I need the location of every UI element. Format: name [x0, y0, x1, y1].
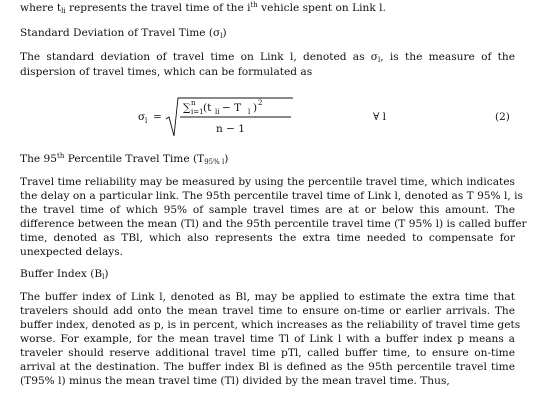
eq-denominator: n − 1 [216, 123, 245, 135]
paragraph-line: worse. For example, for the mean travel time Tl of Link l with a buffer index p means a [20, 333, 515, 345]
eq-num-sq: 2 [258, 99, 263, 107]
text-run: The 95 [20, 153, 58, 165]
eq-number: (2) [495, 111, 510, 123]
text-run: represents the travel time of the i [65, 2, 251, 14]
paragraph-line: arrival at the destination. The buffer index Bl is defined as the 95th percentile travel time [20, 361, 515, 373]
text-run: ) [222, 27, 227, 39]
paragraph-line [20, 51, 515, 64]
text-run: vehicle spent on Link l. [257, 2, 386, 14]
eq-sum: ∑ [183, 102, 191, 114]
paragraph-line: buffer index, denoted as p, is in percent, which increases as the reliability of travel time gets [20, 319, 521, 331]
heading-95th-percentile [20, 153, 515, 166]
text-run: Standard Deviation of Travel Time (σ [20, 27, 221, 39]
eq-num-end: ) [253, 102, 258, 114]
superscript: th [250, 1, 258, 9]
paragraph-line: travelers should add onto the mean travel time to ensure on-time or earlier arrivals. The [20, 305, 515, 317]
heading-standard-deviation [20, 27, 515, 40]
paragraph-line: traveler should reserve additional travel time pTl, called buffer time, to ensure on-time [20, 347, 515, 359]
text-run: ) [224, 153, 229, 165]
equation-2 [0, 92, 535, 140]
eq-sum-sup: n [191, 99, 196, 107]
paragraph-line: the travel time of which 95% of sample travel times are at or below this amount. The [20, 204, 515, 216]
text-run: ) [104, 268, 109, 280]
text-run: The standard deviation of travel time on Link l, denoted as σ [20, 51, 379, 63]
subscript: l [102, 273, 105, 281]
subscript: l [220, 32, 223, 40]
text-run: Percentile Travel Time (T [64, 153, 205, 165]
subscript: l [378, 56, 381, 64]
paragraph-line: dispersion of travel times, which can be formulated as [20, 66, 313, 78]
eq-num-sub1: li [215, 108, 220, 116]
text-run: , is the measure of the [380, 51, 515, 63]
paragraph-line: Travel time reliability may be measured by using the percentile travel time, which indicates [20, 176, 515, 188]
paragraph-line: the delay on a particular link. The 95th percentile travel time of Link l, denoted as T 95% l, is [20, 190, 523, 202]
text-run: Buffer Index (B [20, 268, 103, 280]
equation-graphic [0, 92, 535, 140]
intro-line [20, 2, 515, 15]
paragraph-line: (T95% l) minus the mean travel time (Tl) divided by the mean travel time. Thus, [20, 375, 450, 387]
paragraph-line: The buffer index of Link l, denoted as Bl, may be applied to estimate the extra time that [20, 291, 515, 303]
eq-num-minus: − T [222, 102, 242, 114]
eq-num-expr: (t [203, 102, 212, 114]
paragraph-line: difference between the mean (Tl) and the 95th percentile travel time (T 95% l) is called buffer [20, 218, 527, 230]
paragraph-line: unexpected delays. [20, 246, 124, 258]
superscript: th [57, 152, 65, 160]
subscript: 95% l [204, 158, 225, 166]
subscript: li [61, 7, 66, 15]
heading-buffer-index [20, 268, 515, 281]
paragraph-line: time, denoted as TBl, which also represents the extra time needed to compensate for [20, 232, 515, 244]
eq-equals: = [153, 111, 162, 123]
eq-lhs: σ [138, 111, 146, 123]
text-run: where t [20, 2, 62, 14]
eq-lhs-sub: l [145, 117, 148, 125]
eq-num-sub2: l [248, 108, 251, 116]
eq-sum-sub: i=1 [191, 108, 204, 116]
eq-forall: ∀ l [373, 111, 387, 123]
